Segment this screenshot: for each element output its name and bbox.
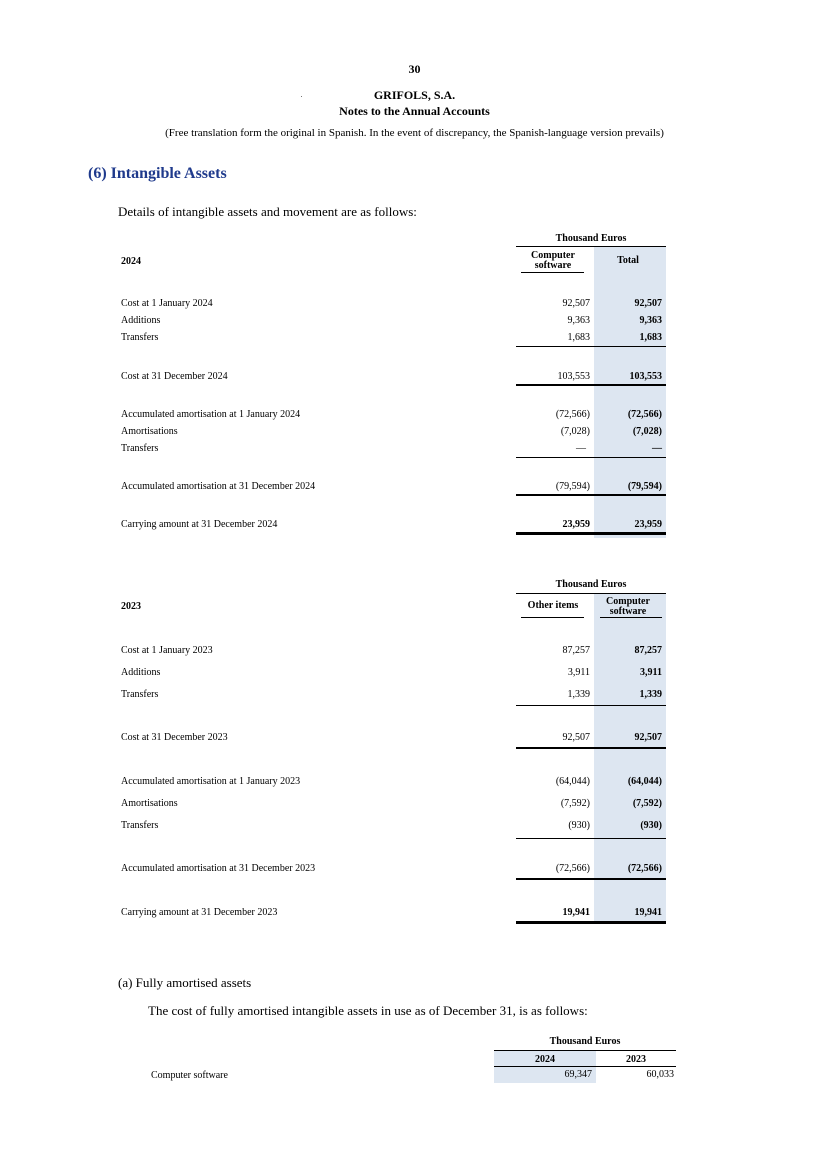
fully-amortised-group-header: Thousand Euros — [549, 1036, 621, 1047]
col-header-underline — [521, 272, 584, 273]
col-2024-header: 2024 — [535, 1054, 555, 1065]
row-value-computer-software: 3,911 — [640, 667, 662, 678]
subtotal-rule — [516, 346, 666, 347]
row-value-computer-software: 87,257 — [634, 645, 662, 656]
row-value-computer-software: (930) — [640, 820, 662, 831]
col-total-header: Total — [617, 255, 639, 266]
row-value-computer-software: (72,566) — [627, 863, 662, 874]
row-label: Transfers — [121, 332, 159, 343]
row-value-computer-software: 19,941 — [634, 907, 662, 918]
row-value-computer-software: (79,594) — [555, 481, 590, 492]
fully-amortised-heading: (a) Fully amortised assets — [118, 975, 252, 990]
row-label: Amortisations — [121, 426, 178, 437]
col-header-underline — [521, 617, 584, 618]
row-value-other-items: (64,044) — [555, 776, 590, 787]
table-2023-year: 2023 — [121, 601, 141, 612]
row-label: Additions — [121, 667, 161, 678]
row-label: Carrying amount at 31 December 2024 — [121, 519, 278, 530]
row-value-computer-software: 103,553 — [557, 371, 590, 382]
row-value-other-items: 19,941 — [562, 907, 590, 918]
table-2024-year: 2024 — [121, 256, 141, 267]
col-other-items-header: Other items — [527, 600, 579, 611]
table-2023-group-header: Thousand Euros — [555, 579, 627, 590]
row-value-computer-software: 1,339 — [639, 689, 662, 700]
row-value-computer-software: (64,044) — [627, 776, 662, 787]
row-value-other-items: (930) — [568, 820, 590, 831]
row-label: Accumulated amortisation at 1 January 2024 — [121, 409, 301, 420]
row-label: Computer software — [151, 1070, 228, 1081]
row-value-computer-software: 92,507 — [562, 298, 590, 309]
page-number: 30 — [408, 62, 421, 76]
total-rule — [516, 494, 666, 496]
row-value-total: (79,594) — [627, 481, 662, 492]
header-rule — [516, 246, 666, 247]
computer-software-column-shade — [594, 594, 666, 924]
row-value-computer-software: 92,507 — [634, 732, 662, 743]
row-label: Cost at 1 January 2023 — [121, 645, 213, 656]
section-title: (6) Intangible Assets — [88, 165, 227, 182]
company-name: GRIFOLS, S.A. — [373, 88, 456, 102]
total-rule — [516, 878, 666, 880]
row-label: Accumulated amortisation at 1 January 2023 — [121, 776, 301, 787]
row-value-computer-software: (7,592) — [632, 798, 662, 809]
total-rule — [516, 747, 666, 749]
row-label: Carrying amount at 31 December 2023 — [121, 907, 278, 918]
row-value-total: (72,566) — [627, 409, 662, 420]
row-value-computer-software: (72,566) — [555, 409, 590, 420]
document-subtitle: Notes to the Annual Accounts — [339, 104, 490, 118]
translation-disclaimer: (Free translation form the original in Spanish. In the event of discrepancy, the Spanish-language version prevails) — [165, 127, 664, 139]
row-value-other-items: (7,592) — [560, 798, 590, 809]
row-value-total: 1,683 — [639, 332, 662, 343]
row-label: Amortisations — [121, 798, 178, 809]
table-2024-group-header: Thousand Euros — [555, 233, 627, 244]
row-label: Accumulated amortisation at 31 December 2024 — [121, 481, 316, 492]
col-computer-software-header: Computer software — [531, 250, 575, 271]
row-label: Transfers — [121, 820, 159, 831]
double-total-rule — [516, 532, 666, 539]
subtotal-rule — [516, 838, 666, 839]
row-value-total: 103,553 — [629, 371, 662, 382]
double-total-rule — [516, 921, 666, 928]
row-value-computer-software: — — [576, 443, 586, 454]
row-value-computer-software: (7,028) — [560, 426, 590, 437]
section-intro: Details of intangible assets and movement are as follows: — [118, 204, 417, 219]
row-value-computer-software: 23,959 — [562, 519, 590, 530]
row-value-total: (7,028) — [632, 426, 662, 437]
row-label: Cost at 31 December 2024 — [121, 371, 228, 382]
row-label: Accumulated amortisation at 31 December 2023 — [121, 863, 316, 874]
row-label: Transfers — [121, 689, 159, 700]
col-2023-header: 2023 — [626, 1054, 646, 1065]
row-value-other-items: 87,257 — [562, 645, 590, 656]
col-header-underline — [600, 617, 662, 618]
value-2024: 69,347 — [564, 1069, 592, 1080]
fully-amortised-intro: The cost of fully amortised intangible assets in use as of December 31, is as follows: — [148, 1003, 588, 1018]
row-value-other-items: 92,507 — [562, 732, 590, 743]
row-label: Transfers — [121, 443, 159, 454]
value-2023: 60,033 — [646, 1069, 674, 1080]
subtotal-rule — [516, 705, 666, 706]
col-header-underline — [494, 1066, 676, 1067]
row-value-computer-software: 9,363 — [567, 315, 590, 326]
row-value-other-items: (72,566) — [555, 863, 590, 874]
col-computer-software-header: Computer software — [606, 596, 650, 617]
row-value-total: 92,507 — [634, 298, 662, 309]
row-label: Additions — [121, 315, 161, 326]
row-value-other-items: 1,339 — [567, 689, 590, 700]
row-value-total: — — [652, 443, 662, 454]
total-rule — [516, 384, 666, 386]
row-value-total: 9,363 — [639, 315, 662, 326]
subtotal-rule — [516, 457, 666, 458]
header-rule — [516, 593, 666, 594]
row-value-total: 23,959 — [634, 519, 662, 530]
row-label: Cost at 1 January 2024 — [121, 298, 213, 309]
row-value-other-items: 3,911 — [567, 667, 590, 678]
row-label: Cost at 31 December 2023 — [121, 732, 228, 743]
row-value-computer-software: 1,683 — [567, 332, 590, 343]
